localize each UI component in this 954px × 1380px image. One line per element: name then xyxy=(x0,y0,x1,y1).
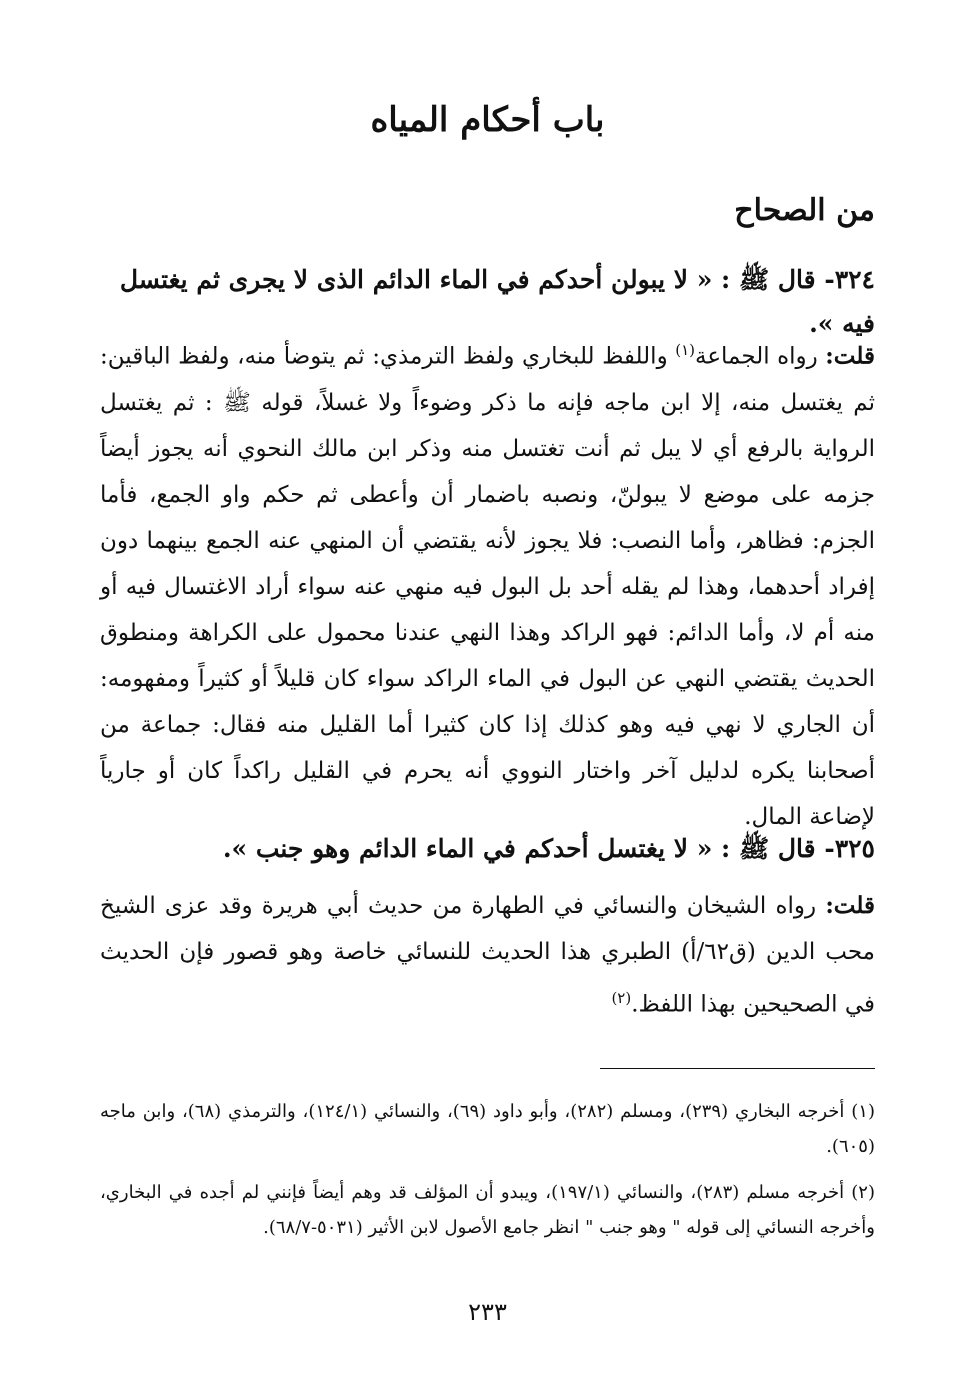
footnote-divider xyxy=(600,1068,875,1069)
commentary-lead: قلت: xyxy=(825,342,875,370)
footnote-ref-2: (٢) xyxy=(611,989,632,1007)
commentary-325 xyxy=(100,883,875,1028)
footnote-2: (٢) أخرجه مسلم (٢٨٣)، والنسائي (١٩٧/١)، ويبدو أن المؤلف قد وهم أيضاً فإنني لم أجده في البخاري، وأخرجه النسائي إلى قوله " وهو جنب " انظر جامع الأصول لابن الأثير (٥٠٣١-٦٨/٧). xyxy=(100,1182,875,1238)
hadith-324: ٣٢٤- قال ﷺ : « لا يبولن أحدكم في الماء الدائم الذى لا يجرى ثم يغتسل فيه ». xyxy=(119,265,875,338)
footnote-1: (١) أخرجه البخاري (٢٣٩)، ومسلم (٢٨٢)، وأبو داود (٦٩)، والنسائي (١٢٤/١)، والترمذي (٦٨)، وابن ماجه (٦٠٥). xyxy=(100,1101,875,1157)
commentary-text: واللفظ للبخاري ولفظ الترمذي: ثم يتوضأ منه، ولفظ الباقين: ثم يغتسل منه، إلا ابن ماجه فإنه ما ذكر وضوءاً ولا غسلاً، قوله ﷺ : ثم يغتسل الرواية بالرفع أي لا يبل ثم أنت تغتسل منه وذكر ابن مالك النحوي أنه يجوز أيضاً جزمه على موضع لا يبولنّ، ونصبه باضمار أن وأعطى ثم حكم واو الجمع، فأما الجزم: فظاهر، وأما النصب: فلا يجوز لأنه يقتضي أن المنهي عنه الجمع بينهما دون إفراد أحدهما، وهذا لم يقله أحد بل البول فيه منهي عنه سواء أراد الاغتسال فيه أو منه أم لا، وأما الدائم: فهو الراكد وهذا النهي عندنا محمول على الكراهة ومنطوق الحديث يقتضي النهي عن البول في الماء الراكد سواء كان قليلاً أو كثيراً ومفهومه: أن الجاري لا نهي فيه وهو كذلك إذا كان كثيرا أما القليل منه فقال: جماعة من أصحابنا يكره لدليل آخر واختار النووي أنه يحرم في القليل راكداً كان أو جارياً لإضاعة المال. xyxy=(100,343,875,830)
chapter-title: باب أحكام المياه xyxy=(370,100,605,140)
book-page xyxy=(100,0,875,1380)
page-number: ٢٣٣ xyxy=(468,1298,507,1326)
commentary-324 xyxy=(100,327,875,840)
section-heading: من الصحاح xyxy=(734,193,875,228)
commentary-text: رواه الشيخان والنسائي في الطهارة من حديث أبي هريرة وقد عزى الشيخ محب الدين (ق٦٢/أ) الطبري هذا الحديث للنسائي خاصة وهو قصور فإن الحديث في الصحيحين بهذا اللفظ. xyxy=(100,893,875,1018)
hadith-325: ٣٢٥- قال ﷺ : « لا يغتسل أحدكم في الماء الدائم وهو جنب ». xyxy=(222,834,875,863)
commentary-text: رواه الجماعة xyxy=(694,343,826,370)
commentary-lead: قلت: xyxy=(825,892,875,919)
footnote-ref-1: (١) xyxy=(675,341,695,359)
